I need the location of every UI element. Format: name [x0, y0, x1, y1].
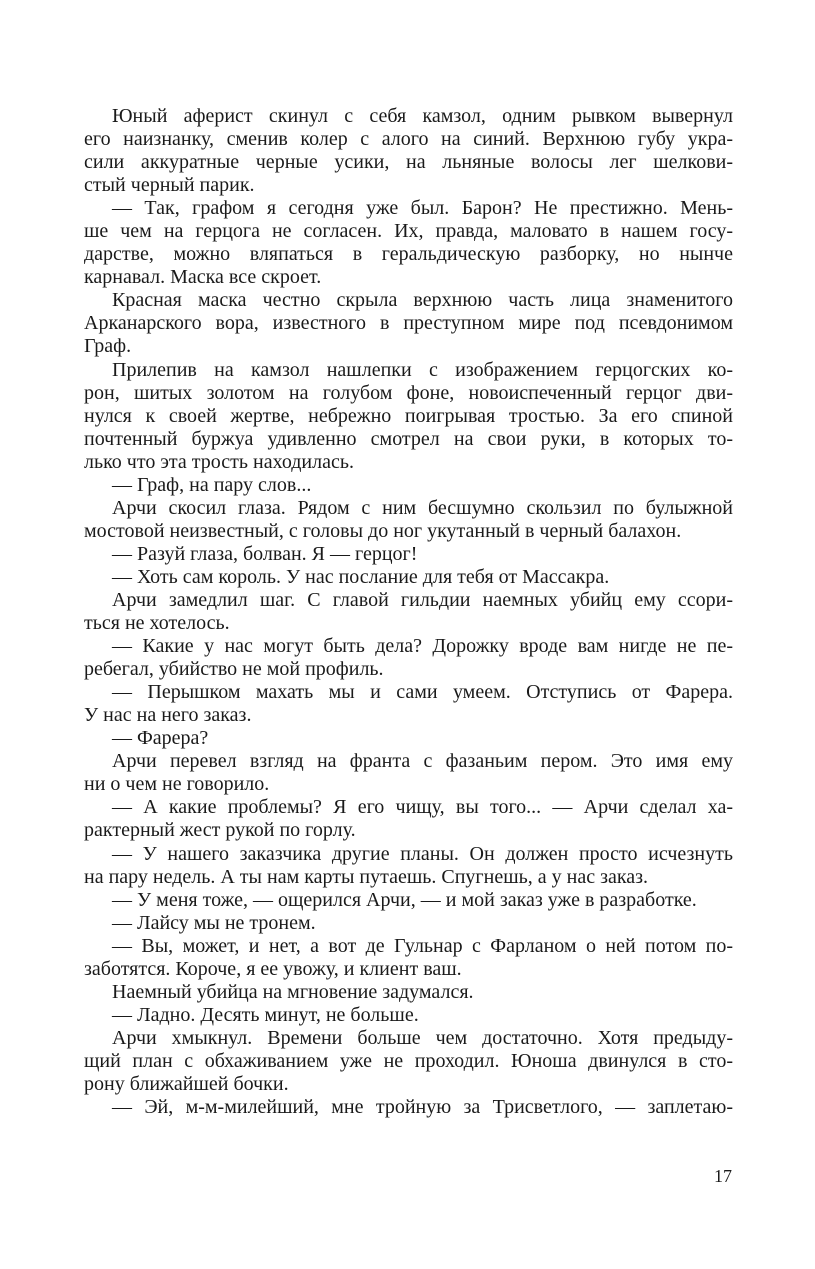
text-line: Граф.	[84, 335, 132, 358]
text-line: — Так, графом я сегодня уже был. Барон? Не престижно. Мень-	[112, 197, 733, 220]
text-line: рону ближайшей бочки.	[84, 1072, 289, 1095]
text-line: Наемный убийца на мгновение задумался.	[112, 980, 474, 1003]
text-line: ше чем на герцога не согласен. Их, правда, маловато в нашем госу-	[84, 220, 733, 243]
text-line: — Лайсу мы не тронем.	[112, 911, 316, 934]
text-line: ни о чем не говорило.	[84, 773, 270, 796]
text-line: на пару недель. А ты нам карты путаешь. Спугнешь, а у нас заказ.	[84, 865, 649, 888]
text-line: лько что эта трость находилась.	[84, 450, 354, 473]
text-line: — Какие у нас могут быть дела? Дорожку вроде вам нигде не пе-	[112, 635, 733, 658]
text-line: — А какие проблемы? Я его чищу, вы того... — Арчи сделал ха-	[112, 796, 733, 819]
text-line: рон, шитых золотом на голубом фоне, новоиспеченный герцог дви-	[84, 381, 733, 404]
text-line: нулся к своей жертве, небрежно поигрывая тростью. За его спиной	[84, 404, 733, 427]
text-line: — Эй, м-м-милейший, мне тройную за Трисветлого, — заплетаю-	[112, 1096, 733, 1119]
text-line: — У нашего заказчика другие планы. Он должен просто исчезнуть	[112, 842, 733, 865]
text-line: дарстве, можно вляпаться в геральдическую разборку, но нынче	[84, 243, 733, 266]
text-line: Юный аферист скинул с себя камзол, одним рывком вывернул	[112, 105, 733, 127]
text-line: рактерный жест рукой по горлу.	[84, 819, 356, 842]
text-line: — Разуй глаза, болван. Я — герцог!	[112, 542, 418, 565]
text-line: Красная маска честно скрыла верхнюю часть лица знаменитого	[112, 289, 733, 312]
text-line: Арчи хмыкнул. Времени больше чем достаточно. Хотя предыду-	[112, 1026, 733, 1049]
text-line: Арчи скосил глаза. Рядом с ним бесшумно скользил по булыжной	[112, 496, 733, 519]
text-line: — У меня тоже, — ощерился Арчи, — и мой заказ уже в разработке.	[112, 888, 697, 911]
text-line: заботятся. Короче, я ее увожу, и клиент ваш.	[84, 957, 462, 980]
text-line: карнавал. Маска все скроет.	[84, 266, 322, 289]
text-line: — Хоть сам король. У нас послание для тебя от Массакра.	[112, 565, 610, 588]
text-line: — Вы, может, и нет, а вот де Гульнар с Фарланом о ней потом по-	[112, 934, 733, 957]
text-line: Арчи перевел взгляд на франта с фазаньим пером. Это имя ему	[112, 750, 733, 773]
text-line: мостовой неизвестный, с головы до ног укутанный в черный балахон.	[84, 519, 682, 542]
text-line: стый черный парик.	[84, 174, 255, 197]
text-line: почтенный буржуа удивленно смотрел на свои руки, в которых то-	[84, 427, 733, 450]
text-line: щий план с обхаживанием уже не проходил. Юноша двинулся в сто-	[84, 1049, 733, 1072]
text-line: — Перышком махать мы и сами умеем. Отступись от Фарера.	[112, 681, 733, 704]
text-line: ться не хотелось.	[84, 612, 230, 635]
text-line: ребегал, убийство не мой профиль.	[84, 658, 384, 681]
text-line: — Граф, на пару слов...	[112, 473, 312, 496]
page-number: 17	[714, 1166, 732, 1186]
text-line: его наизнанку, сменив колер с алого на синий. Верхнюю губу укра-	[84, 128, 733, 151]
text-line: — Ладно. Десять минут, не больше.	[112, 1003, 419, 1026]
text-line: — Фарера?	[112, 727, 209, 750]
text-line: Арчи замедлил шаг. С главой гильдии наемных убийц ему ссори-	[112, 588, 733, 611]
text-line: сили аккуратные черные усики, на льняные волосы лег шелкови-	[84, 151, 733, 174]
body-text	[84, 105, 733, 1119]
text-line: У нас на него заказ.	[84, 704, 252, 727]
text-line: Арканарского вора, известного в преступном мире под псевдонимом	[84, 312, 733, 335]
text-line: Прилепив на камзол нашлепки с изображением герцогских ко-	[112, 358, 733, 381]
